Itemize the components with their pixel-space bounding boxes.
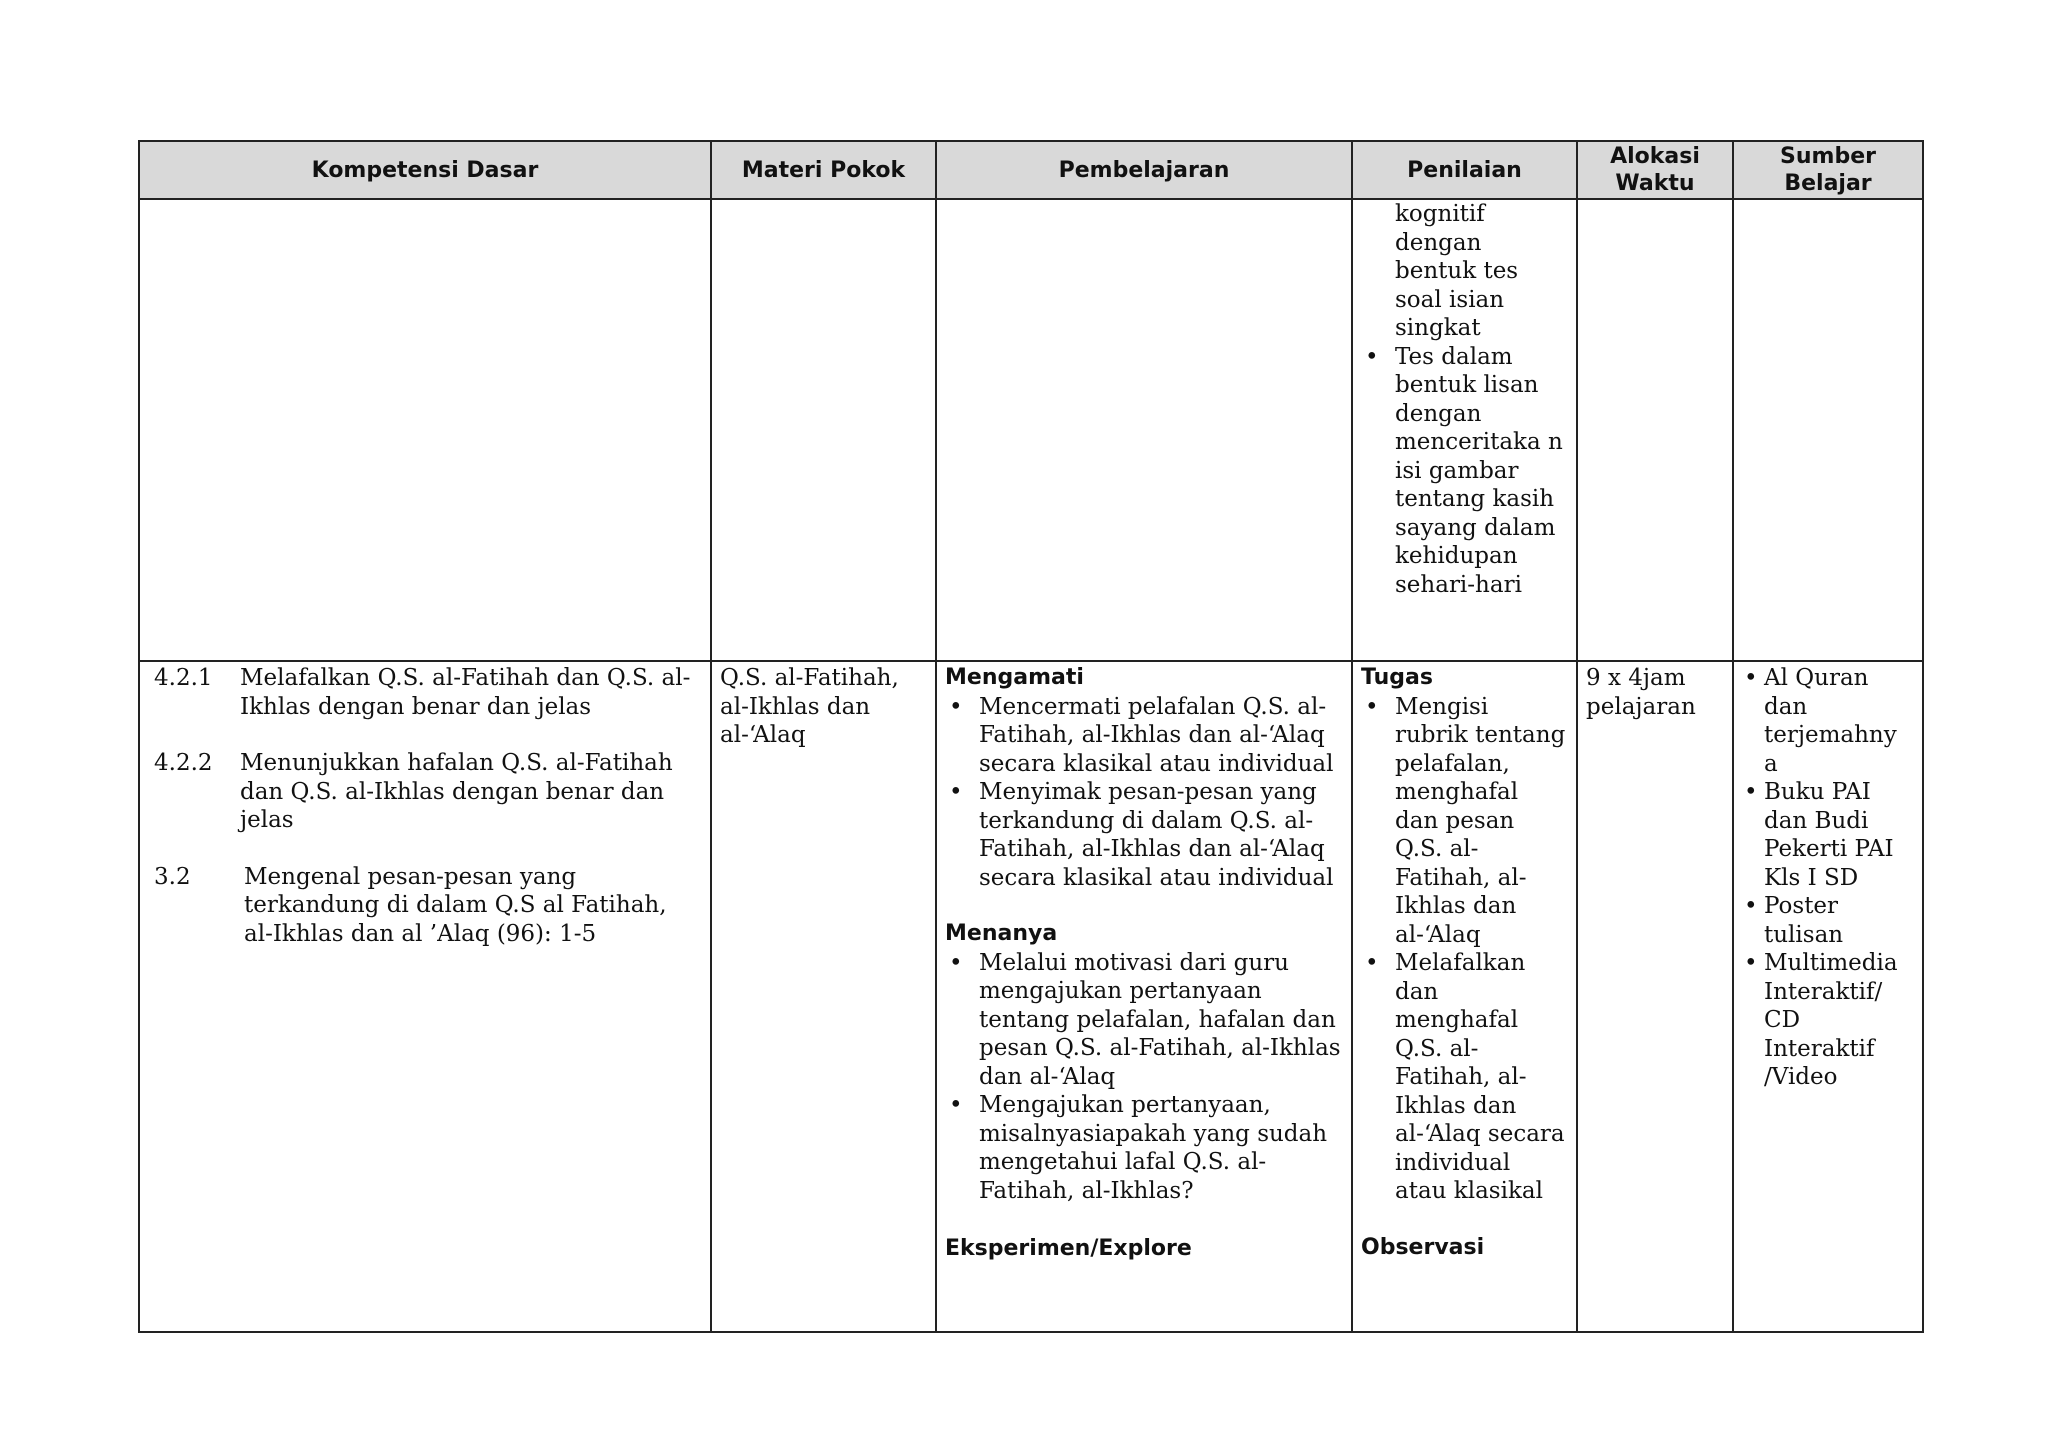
list-item: • Mengajukan pertanyaan, misalnyasiapakah yang sudah mengetahui lafal Q.S. al-Fatihah, al-Ikhlas? xyxy=(945,1091,1343,1205)
penilaian-cell xyxy=(1352,199,1577,661)
section-heading-menanya: Menanya xyxy=(945,921,1058,946)
sumber-cell xyxy=(1733,661,1923,1332)
header-materi-pokok: Materi Pokok xyxy=(711,141,936,199)
penilaian-continued-text: kognitif dengan bentuk tes soal isian singkat xyxy=(1395,201,1519,341)
list-item: • Mencermati pelafalan Q.S. al-Fatihah, al-Ikhlas dan al-‘Alaq secara klasikal atau individual xyxy=(945,693,1343,779)
header-kompetensi-dasar: Kompetensi Dasar xyxy=(139,141,711,199)
table-row xyxy=(139,661,1923,1332)
tugas-list xyxy=(1361,693,1568,1206)
materi-text: Q.S. al-Fatihah, al-Ikhlas dan al-‘Alaq xyxy=(720,665,899,748)
list-item: • Buku PAI dan Budi Pekerti PAI Kls I SD xyxy=(1742,778,1914,892)
header-pembelajaran: Pembelajaran xyxy=(936,141,1352,199)
penilaian-cell xyxy=(1352,661,1577,1332)
section-heading-eksperimen: Eksperimen/Explore xyxy=(945,1236,1192,1261)
list-item: • Mengisi rubrik tentang pelafalan, menghafal dan pesan Q.S. al-Fatihah, al-Ikhlas dan al-‘Alaq xyxy=(1361,693,1568,950)
kd-cell xyxy=(139,661,711,1332)
kd-text: Mengenal pesan-pesan yang terkandung di dalam Q.S al Fatihah, al-Ikhlas dan al ’Alaq (96): 1-5 xyxy=(244,863,667,947)
kd-text: Melafalkan Q.S. al-Fatihah dan Q.S. al-Ikhlas dengan benar dan jelas xyxy=(240,665,691,720)
header-row xyxy=(139,141,1923,199)
kd-number: 3.2 xyxy=(154,863,191,890)
kd-item xyxy=(154,863,702,949)
list-item: • Melalui motivasi dari guru mengajukan pertanyaan tentang pelafalan, hafalan dan pesan Q.S. al-Fatihah, al-Ikhlas dan al-‘Alaq xyxy=(945,949,1343,1092)
sumber-list xyxy=(1742,664,1914,1092)
list-item: • Al Quran dan terjemahny a xyxy=(1742,664,1914,778)
kd-number: 4.2.2 xyxy=(154,750,213,776)
table-row xyxy=(139,199,1923,661)
kd-number: 4.2.1 xyxy=(154,665,213,691)
kd-item xyxy=(154,749,702,835)
menanya-list xyxy=(945,949,1343,1206)
header-penilaian: Penilaian xyxy=(1352,141,1577,199)
kd-cell xyxy=(139,199,711,661)
list-item: • Melafalkan dan menghafal Q.S. al-Fatihah, al-Ikhlas dan al-‘Alaq secara individual atau klasikal xyxy=(1361,949,1568,1206)
mengamati-list xyxy=(945,693,1343,893)
syllabus-table xyxy=(138,140,1924,1333)
alokasi-cell xyxy=(1577,199,1733,661)
section-heading-mengamati: Mengamati xyxy=(945,665,1084,690)
pembelajaran-cell xyxy=(936,199,1352,661)
list-item: • Poster tulisan xyxy=(1742,892,1914,949)
materi-cell xyxy=(711,661,936,1332)
sumber-cell xyxy=(1733,199,1923,661)
list-item: • Menyimak pesan-pesan yang terkandung di dalam Q.S. al-Fatihah, al-Ikhlas dan al-‘Alaq secara klasikal atau individual xyxy=(945,778,1343,892)
penilaian-list xyxy=(1361,343,1568,600)
kd-text: Menunjukkan hafalan Q.S. al-Fatihah dan Q.S. al-Ikhlas dengan benar dan jelas xyxy=(240,750,673,833)
pembelajaran-cell xyxy=(936,661,1352,1332)
section-heading-observasi: Observasi xyxy=(1361,1234,1485,1260)
list-item: • Multimedia Interaktif/ CD Interaktif /Video xyxy=(1742,949,1914,1092)
document-page xyxy=(138,140,1922,1333)
header-alokasi-waktu: Alokasi Waktu xyxy=(1577,141,1733,199)
materi-cell xyxy=(711,199,936,661)
alokasi-text: 9 x 4jam pelajaran xyxy=(1586,665,1696,720)
list-item: • Tes dalam bentuk lisan dengan menceritaka n isi gambar tentang kasih sayang dalam kehidupan sehari-hari xyxy=(1361,343,1568,600)
kd-item xyxy=(154,664,702,721)
header-sumber-belajar: Sumber Belajar xyxy=(1733,141,1923,199)
section-heading-tugas: Tugas xyxy=(1361,665,1433,690)
alokasi-cell xyxy=(1577,661,1733,1332)
